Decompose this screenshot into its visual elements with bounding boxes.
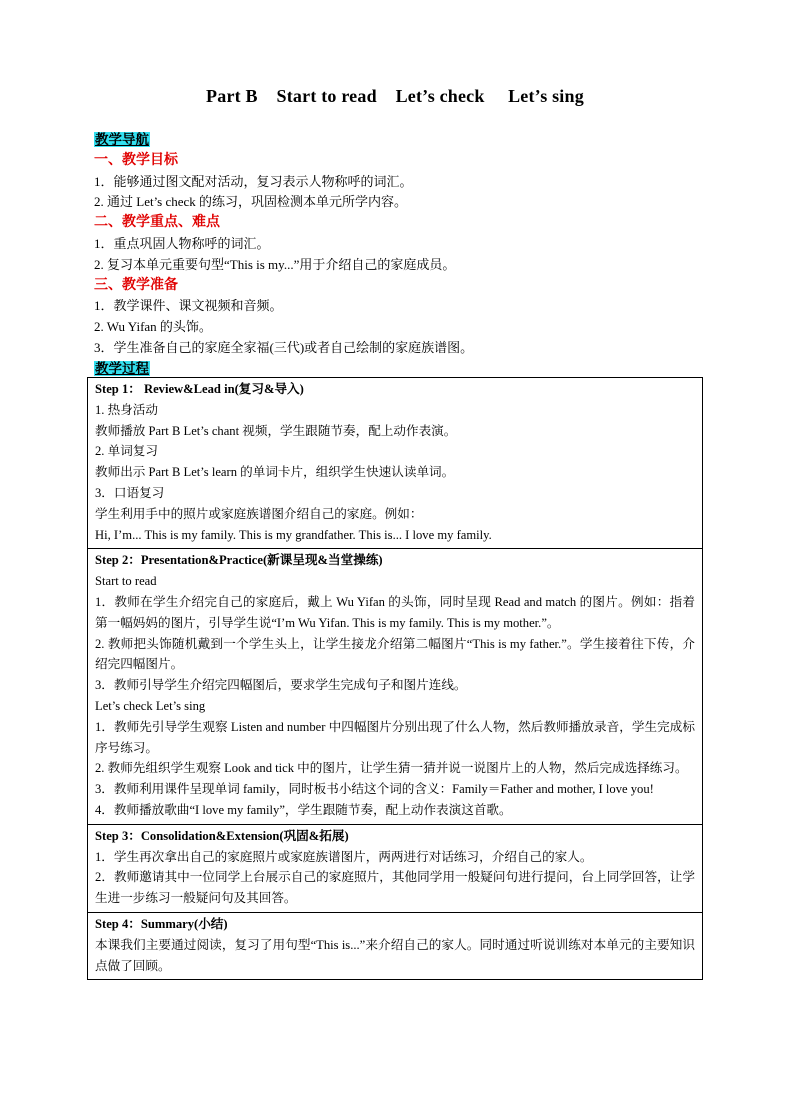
step-row: [88, 824, 703, 912]
step-paragraph: 2. 教师先组织学生观察 Look and tick 中的图片，让学生猜一猜并说一说图片上的人物，然后完成选择练习。: [95, 761, 688, 776]
step-paragraph: 2. 教师把头饰随机戴到一个学生头上，让学生接龙介绍第二幅图片“This is my father.”。学生接着往下传，介绍完四幅图片。: [95, 636, 695, 672]
guide-sections: [94, 151, 714, 359]
step-title: Step 2：Presentation&Practice(新课呈现&当堂操练): [95, 553, 383, 568]
teaching-process-table: [87, 377, 703, 980]
page-title: Part B Start to read Let’s check Let’s sing: [206, 86, 584, 106]
step-paragraph: 2. 单词复习: [95, 444, 158, 459]
nav-label: 教学导航: [95, 132, 149, 147]
section-line: 2. 通过 Let’s check 的练习，巩固检测本单元所学内容。: [94, 194, 408, 210]
step-paragraph: 4．教师播放歌曲“I love my family”，学生跟随节奏，配上动作表演这首歌。: [95, 802, 512, 817]
section-line: 3．学生准备自己的家庭全家福(三代)或者自己绘制的家庭族谱图。: [94, 339, 474, 355]
step-paragraph: 2．教师邀请其中一位同学上台展示自己的家庭照片，其他同学用一般疑问句进行提问，台上同学回答，让学生进一步练习一般疑问句及其回答。: [95, 870, 695, 906]
step-cell: [88, 378, 703, 549]
step-paragraph: 3．口语复习: [95, 485, 165, 500]
section-heading: 二、教学重点、难点: [94, 215, 220, 231]
section-line: 1．能够通过图文配对活动，复习表示人物称呼的词汇。: [94, 173, 413, 189]
step-cell: [88, 912, 703, 979]
step-paragraph: 1．教师先引导学生观察 Listen and number 中四幅图片分别出现了什么人物，然后教师播放录音，学生完成标序号练习。: [95, 719, 695, 755]
step-paragraph: 教师播放 Part B Let’s chant 视频，学生跟随节奏，配上动作表演。: [95, 423, 457, 438]
step-paragraph: Let’s check Let’s sing: [95, 698, 206, 713]
step-paragraph: Start to read: [95, 574, 157, 589]
step-paragraph: 1．教师在学生介绍完自己的家庭后，戴上 Wu Yifan 的头饰，同时呈现 Read and match 的图片。例如：指着第一幅妈妈的图片，引导学生说“I’m Wu Yifan. This is my family. This is my mother.”。: [95, 594, 695, 630]
step-paragraph: 本课我们主要通过阅读，复习了用句型“This is...”来介绍自己的家人。同时通过听说训练对本单元的主要知识点做了回顾。: [95, 937, 695, 973]
step-paragraph: 3．教师引导学生介绍完四幅图后，要求学生完成句子和图片连线。: [95, 678, 467, 693]
teaching-guide: [94, 130, 714, 380]
step-paragraph: 1．学生再次拿出自己的家庭照片或家庭族谱图片，两两进行对话练习，介绍自己的家人。: [95, 849, 593, 864]
step-title: Step 4：Summary(小结): [95, 916, 228, 931]
section-line: 1．重点巩固人物称呼的词汇。: [94, 235, 270, 251]
process-label: 教学过程: [95, 360, 149, 376]
step-paragraph: Hi, I’m... This is my family. This is my grandfather. This is... I love my family.: [95, 527, 492, 542]
step-row: [88, 378, 703, 549]
section-heading: 三、教学准备: [94, 277, 178, 293]
step-title: Step 1： Review&Lead in(复习&导入): [95, 382, 304, 396]
step-paragraph: 1. 热身活动: [95, 402, 158, 417]
step-title: Step 3：Consolidation&Extension(巩固&拓展): [95, 828, 349, 843]
section-line: 1．教学课件、课文视频和音频。: [94, 298, 283, 314]
step-paragraph: 教师出示 Part B Let’s learn 的单词卡片，组织学生快速认读单词。: [95, 465, 455, 480]
step-cell: [88, 824, 703, 912]
section-heading: 一、教学目标: [94, 152, 178, 168]
section-line: 2. Wu Yifan 的头饰。: [94, 319, 212, 335]
section-line: 2. 复习本单元重要句型“This is my...”用于介绍自己的家庭成员。: [94, 256, 456, 272]
step-cell: [88, 549, 703, 824]
step-row: [88, 912, 703, 979]
step-row: [88, 549, 703, 824]
step-paragraph: 学生利用手中的照片或家庭族谱图介绍自己的家庭。例如：: [95, 506, 423, 521]
step-paragraph: 3．教师利用课件呈现单词 family，同时板书小结这个词的含义：Family＝Father and mother, I love you!: [95, 782, 654, 797]
